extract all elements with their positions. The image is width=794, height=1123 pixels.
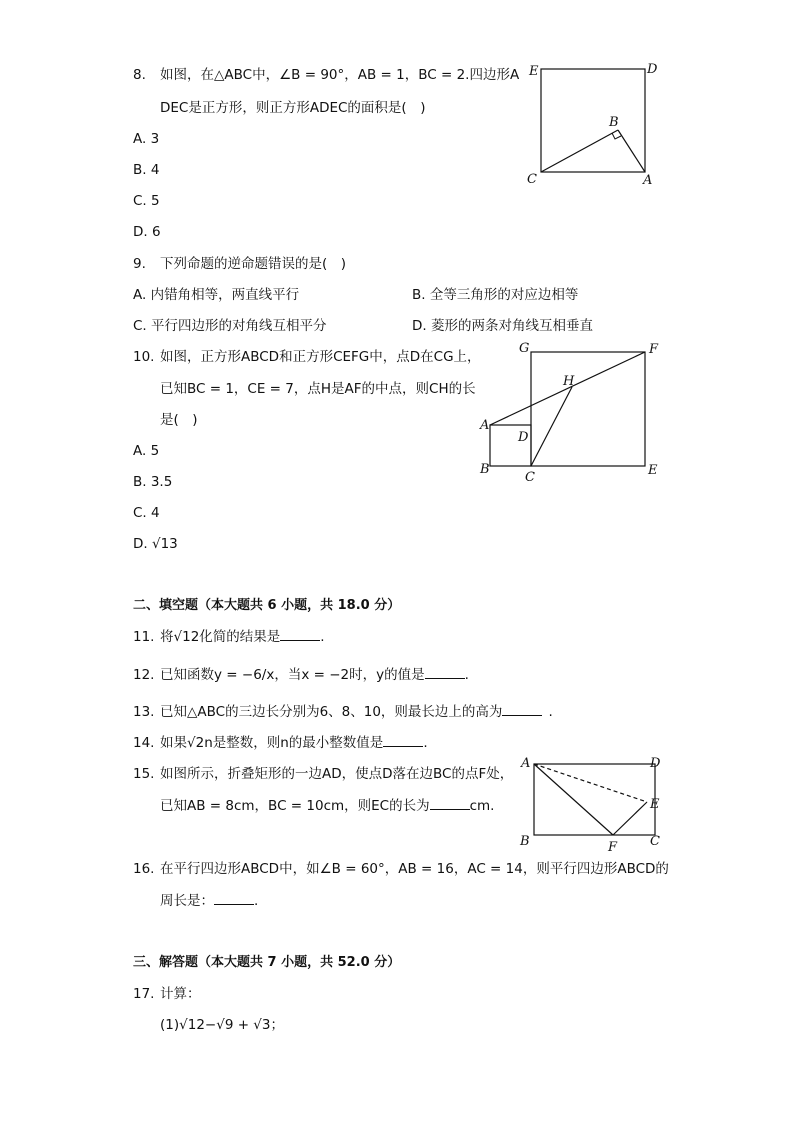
q17-number: 17. [133,986,155,1002]
q15-label-d: D [650,756,661,771]
q8-stem-line1: 如图，在△ABC中，∠B = 90°，AB = 1，BC = 2.四边形A [160,67,520,83]
q16-answer-blank[interactable] [214,904,254,905]
q9-stem: 下列命题的逆命题错误的是( ) [160,256,347,272]
q16-stem-line2 [160,892,258,910]
q10-label-g: G [519,341,530,356]
q8-number: 8. [133,67,146,83]
q15-stem-line1: 如图所示，折叠矩形的一边AD，使点D落在边BC的点F处， [160,766,514,782]
q9-option-b: B. 全等三角形的对应边相等 [412,287,579,303]
q10-number: 10. [133,349,155,365]
q8-option-a: A. 3 [133,131,160,147]
q12-stem [160,666,469,684]
section-2-title: 二、填空题（本大题共 6 小题，共 18.0 分） [133,598,401,613]
q10-option-a: A. 5 [133,443,160,459]
q10-label-f: F [649,342,659,357]
q12-end: . [464,667,469,683]
q16-end: . [254,893,259,909]
q12-text: 已知函数y = −6/x，当x = −2时，y的值是 [160,667,425,683]
q10-label-e: E [648,463,658,478]
q8-label-c: C [527,172,537,187]
q17-stem: 计算： [160,986,201,1002]
q16-text: 周长是： [160,893,214,909]
q15-text: 已知AB = 8cm，BC = 10cm，则EC的长为 [160,798,430,814]
q13-number: 13. [133,704,155,720]
q8-figure [520,58,670,190]
q16-number: 16. [133,861,155,877]
q8-stem-line2: DEC是正方形，则正方形ADEC的面积是( ) [160,100,426,116]
q13-stem [160,703,553,721]
q8-label-b: B [609,115,619,130]
q11-text: 将√12化简的结果是 [160,629,281,645]
q15-label-c: C [650,834,660,849]
q10-label-d: D [518,430,529,445]
q10-option-d: D. √13 [133,536,178,552]
q15-label-b: B [520,834,530,849]
q8-label-d: D [647,62,658,77]
q14-text: 如果√2n是整数，则n的最小整数值是 [160,735,384,751]
q13-end: . [548,704,553,720]
q10-label-b: B [480,462,490,477]
q10-label-c: C [525,470,535,485]
q10-stem-line3: 是( ) [160,412,198,428]
q8-option-d: D. 6 [133,224,161,240]
q15-stem-line2 [160,797,494,815]
q14-number: 14. [133,735,155,751]
q10-label-h: H [563,374,575,389]
q10-option-c: C. 4 [133,505,160,521]
q10-label-a: A [480,418,490,433]
section-3-title: 三、解答题（本大题共 7 小题，共 52.0 分） [133,955,401,970]
q16-stem-line1: 在平行四边形ABCD中，如∠B = 60°，AB = 16，AC = 14，则平行四边形ABCD的 [160,861,669,877]
q9-number: 9. [133,256,146,272]
q15-label-e: E [650,797,660,812]
q15-figure [510,752,670,854]
q14-stem [160,734,428,752]
q10-option-b: B. 3.5 [133,474,173,490]
q9-option-c: C. 平行四边形的对角线互相平分 [133,318,327,334]
q14-answer-blank[interactable] [383,746,423,747]
q12-number: 12. [133,667,155,683]
q9-option-a: A. 内错角相等，两直线平行 [133,287,300,303]
q10-stem-line2: 已知BC = 1，CE = 7，点H是AF的中点，则CH的长 [160,381,476,397]
q14-end: . [423,735,428,751]
q8-label-a: A [643,173,653,188]
q13-answer-blank[interactable] [502,715,542,716]
q11-end: . [320,629,325,645]
q15-label-a: A [521,756,531,771]
q8-option-c: C. 5 [133,193,160,209]
q8-label-e: E [529,64,539,79]
q8-option-b: B. 4 [133,162,160,178]
q13-text: 已知△ABC的三边长分别为6、8、10，则最长边上的高为 [160,704,503,720]
q15-label-f: F [608,840,618,854]
q10-stem-line1: 如图，正方形ABCD和正方形CEFG中，点D在CG上， [160,349,481,365]
q15-unit: cm. [469,798,495,814]
q17-part1: (1)√12−√9 + √3； [160,1017,284,1033]
q12-answer-blank[interactable] [425,678,465,679]
q15-number: 15. [133,766,155,782]
q9-option-d: D. 菱形的两条对角线互相垂直 [412,318,593,334]
q11-stem [160,628,325,646]
q11-number: 11. [133,629,155,645]
q10-figure [475,338,675,486]
q15-answer-blank[interactable] [430,809,470,810]
q11-answer-blank[interactable] [280,640,320,641]
